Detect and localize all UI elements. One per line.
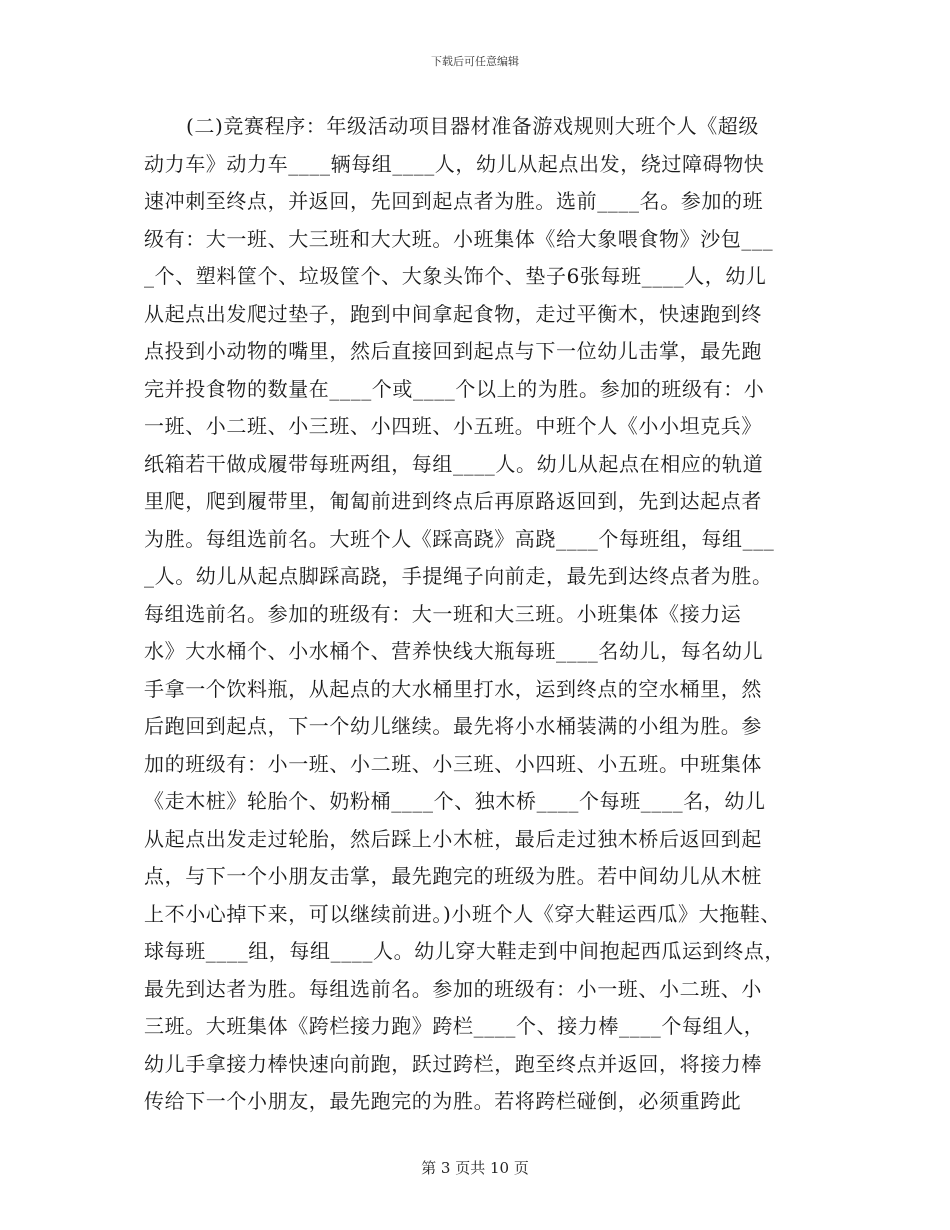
paragraph-line: (二)竞赛程序：年级活动项目器材准备游戏规则大班个人《超级	[186, 114, 760, 138]
paragraph-line: 为胜。每组选前名。大班个人《踩高跷》高跷____个每班组，每组___	[144, 526, 775, 551]
paragraph-line: 纸箱若干做成履带每班两组，每组____人。幼儿从起点在相应的轨道	[144, 451, 764, 476]
paragraph-line: 最先到达者为胜。每组选前名。参加的班级有：小一班、小二班、小	[144, 976, 762, 1001]
paragraph-line: _个、塑料筐个、垃圾筐个、大象头饰个、垫子6张每班____人，幼儿	[144, 264, 767, 288]
document-body	[144, 108, 809, 1121]
paragraph-line: 速冲刺至终点，并返回，先回到起点者为胜。选前____名。参加的班	[144, 189, 764, 213]
paragraph-line: _人。幼儿从起点脚踩高跷，手提绳子向前走，最先到达终点者为胜。	[144, 564, 773, 588]
paragraph-line: 手拿一个饮料瓶，从起点的大水桶里打水，运到终点的空水桶里，然	[144, 676, 762, 701]
paragraph-line: 点投到小动物的嘴里，然后直接回到起点与下一位幼儿击掌，最先跑	[144, 339, 762, 363]
paragraph-line: 传给下一个小朋友，最先跑完的为胜。若将跨栏碰倒，必须重跨此	[144, 1089, 742, 1113]
paragraph-line: 一班、小二班、小三班、小四班、小五班。中班个人《小小坦克兵》	[144, 414, 762, 438]
paragraph-line: 从起点出发爬过垫子，跑到中间拿起食物，走过平衡木，快速跑到终	[144, 301, 762, 326]
paragraph-line: 点，与下一个小朋友击掌，最先跑完的班级为胜。若中间幼儿从木桩	[144, 864, 762, 888]
paragraph-line: 从起点出发走过轮胎，然后踩上小木桩，最后走过独木桥后返回到起	[144, 826, 762, 851]
paragraph-line: 里爬，爬到履带里，匍匐前进到终点后再原路返回到，先到达起点者	[144, 489, 762, 513]
paragraph-line: 三班。大班集体《跨栏接力跑》跨栏____个、接力棒____个每组人，	[144, 1014, 765, 1038]
paragraph-line: 每组选前名。参加的班级有：大一班和大三班。小班集体《接力运	[144, 601, 742, 626]
paragraph-line: 水》大水桶个、小水桶个、营养快线大瓶每班____名幼儿，每名幼儿	[144, 639, 764, 663]
paragraph-line: 上不小心掉下来，可以继续前进。)小班个人《穿大鞋运西瓜》大拖鞋、	[144, 901, 782, 926]
paragraph-line: 加的班级有：小一班、小二班、小三班、小四班、小五班。中班集体	[144, 751, 762, 776]
page-header: 下载后可任意编辑	[431, 55, 519, 68]
paragraph-line: 动力车》动力车____辆每组____人，幼儿从起点出发，绕过障碍物快	[144, 151, 765, 176]
paragraph-line: 后跑回到起点，下一个幼儿继续。最先将小水桶装满的小组为胜。参	[144, 714, 762, 738]
paragraph-line: 《走木桩》轮胎个、奶粉桶____个、独木桥____个每班____名，幼儿	[144, 789, 766, 813]
paragraph-line: 级有：大一班、大三班和大大班。小班集体《给大象喂食物》沙包___	[144, 226, 774, 251]
paragraph-line: 球每班____组，每组____人。幼儿穿大鞋走到中间抱起西瓜运到终点，	[144, 939, 785, 963]
page-footer: 第 3 页共 10 页	[421, 1159, 529, 1177]
paragraph-line: 完并投食物的数量在____个或____个以上的为胜。参加的班级有：小	[144, 376, 765, 401]
paragraph-line: 幼儿手拿接力棒快速向前跑，跃过跨栏，跑至终点并返回，将接力棒	[144, 1051, 762, 1076]
